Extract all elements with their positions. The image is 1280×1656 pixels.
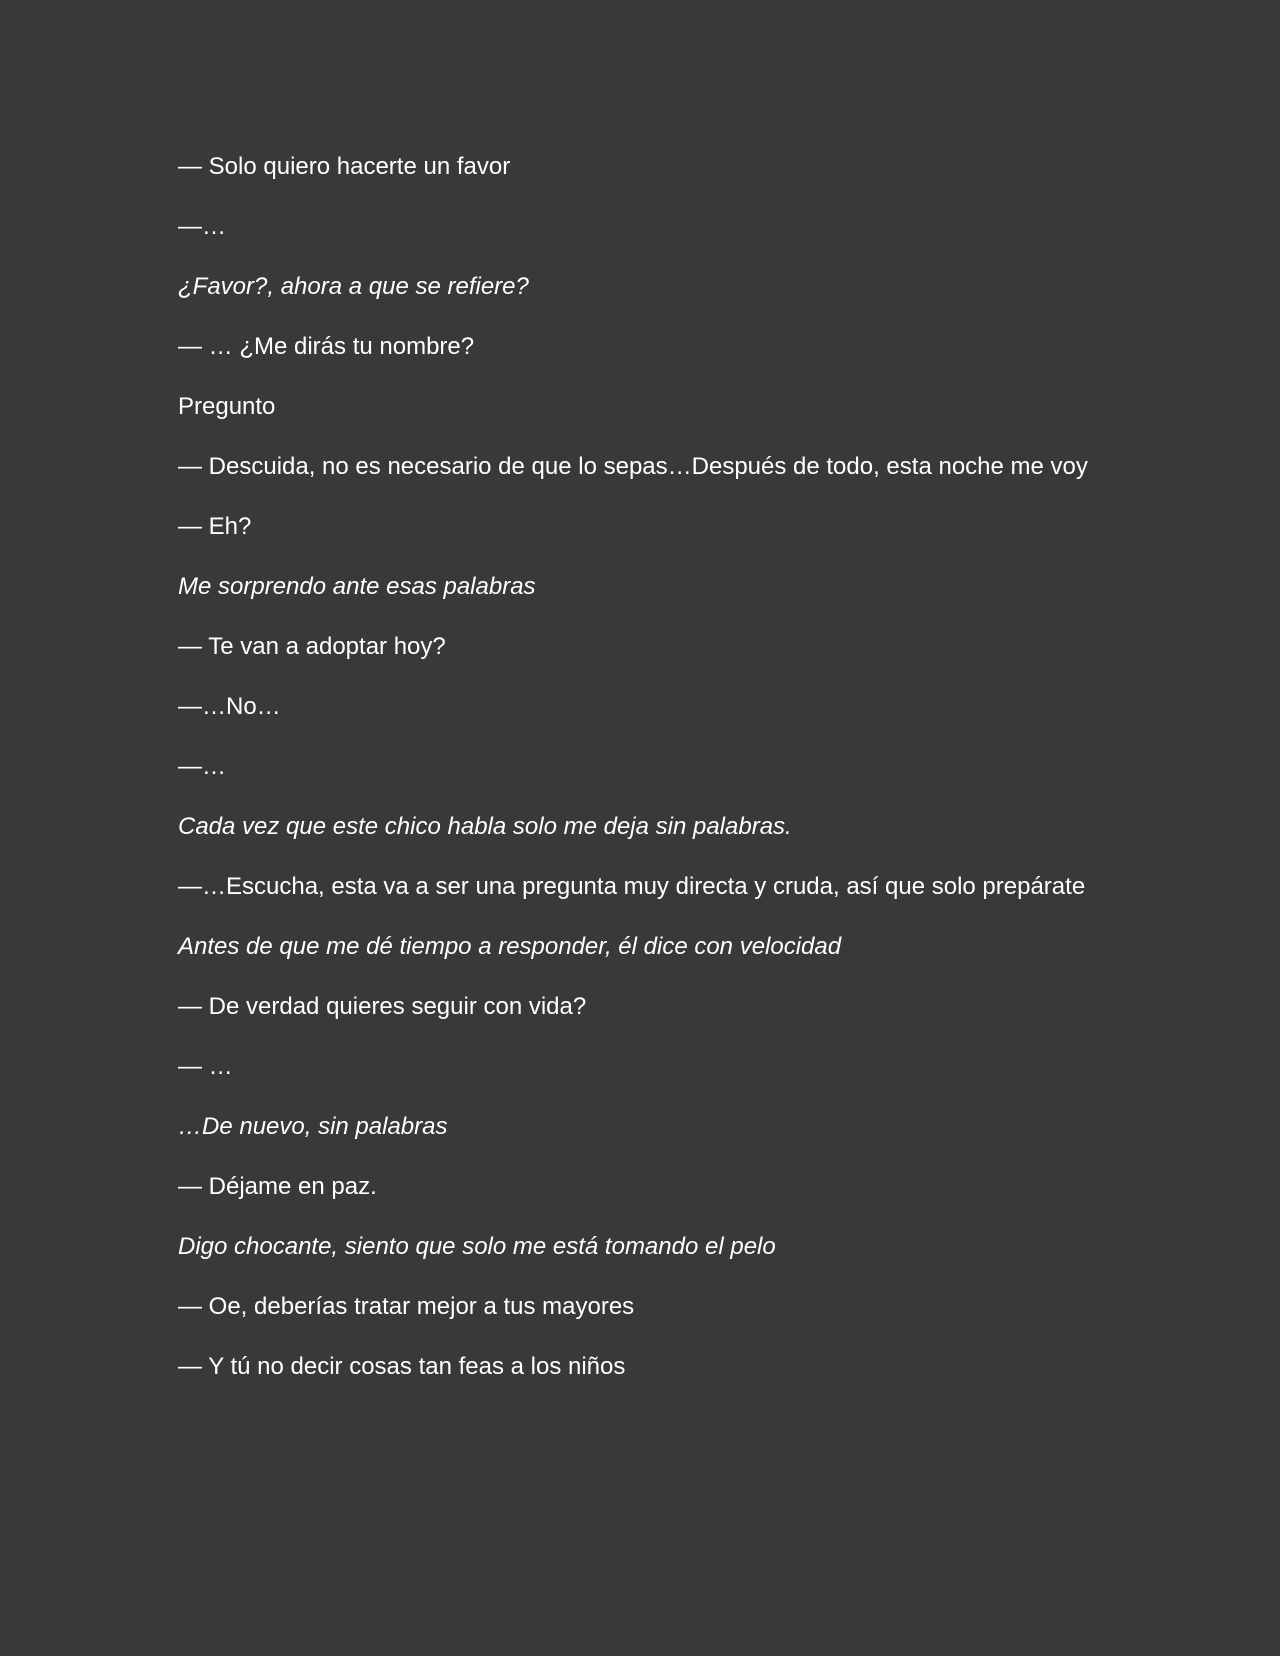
narration-paragraph: …De nuevo, sin palabras bbox=[178, 1113, 448, 1140]
dialogue-paragraph: —…Escucha, esta va a ser una pregunta muy directa y cruda, así que solo prepárate bbox=[178, 873, 1086, 900]
dialogue-paragraph: — Descuida, no es necesario de que lo sepas…Después de todo, esta noche me voy bbox=[178, 453, 1088, 480]
dialogue-paragraph: — … bbox=[178, 1053, 233, 1080]
dialogue-paragraph: — Y tú no decir cosas tan feas a los niños bbox=[178, 1353, 626, 1380]
narration-paragraph: Digo chocante, siento que solo me está tomando el pelo bbox=[178, 1233, 776, 1260]
dialogue-paragraph: — Te van a adoptar hoy? bbox=[178, 633, 446, 660]
narration-paragraph: Cada vez que este chico habla solo me deja sin palabras. bbox=[178, 813, 792, 840]
dialogue-paragraph: — Solo quiero hacerte un favor bbox=[178, 153, 511, 180]
narration-paragraph: Me sorprendo ante esas palabras bbox=[178, 573, 536, 600]
dialogue-paragraph: — De verdad quieres seguir con vida? bbox=[178, 993, 587, 1020]
dialogue-paragraph: — Oe, deberías tratar mejor a tus mayores bbox=[178, 1293, 635, 1320]
dialogue-paragraph: — Eh? bbox=[178, 513, 252, 540]
dialogue-paragraph: — … ¿Me dirás tu nombre? bbox=[178, 333, 475, 360]
narration-paragraph: Antes de que me dé tiempo a responder, él dice con velocidad bbox=[178, 933, 842, 960]
dialogue-paragraph: — Déjame en paz. bbox=[178, 1173, 377, 1200]
story-text-body bbox=[178, 145, 1110, 1389]
dialogue-paragraph: —… bbox=[178, 213, 226, 240]
dialogue-paragraph: —… bbox=[178, 753, 226, 780]
narration-paragraph: ¿Favor?, ahora a que se refiere? bbox=[178, 273, 529, 300]
dialogue-paragraph: —…No… bbox=[178, 693, 281, 720]
dialogue-paragraph: Pregunto bbox=[178, 393, 276, 420]
